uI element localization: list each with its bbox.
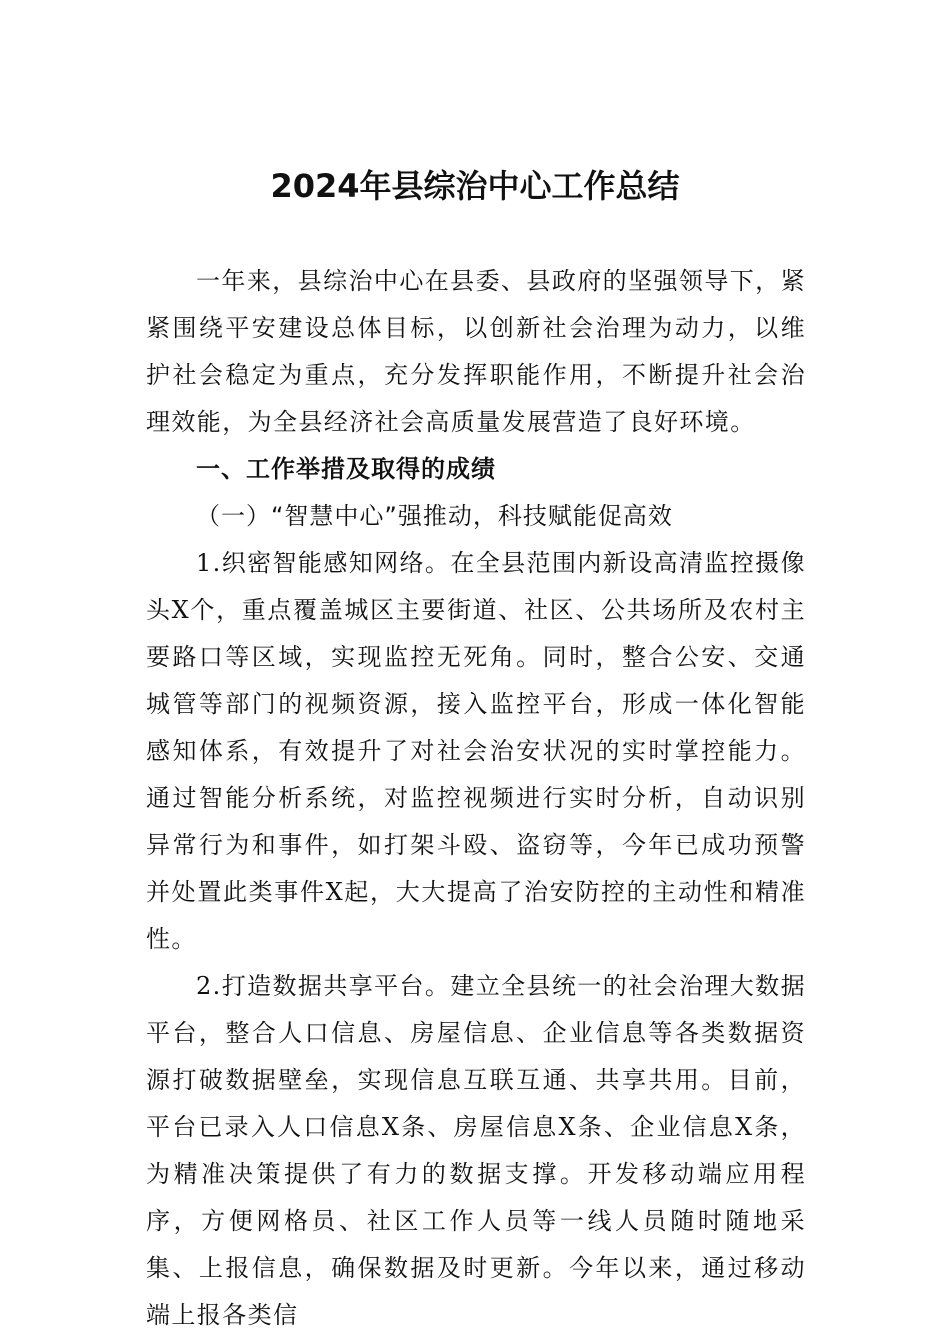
section-heading: 一、工作举措及取得的成绩 [196,455,496,483]
document-title: 2024年县综治中心工作总结 [270,167,680,205]
paragraph-item-1: 1.织密智能感知网络。在全县范围内新设高清监控摄像头X个，重点覆盖城区主要街道、社区、公共场所及农村主要路口等区域，实现监控无死角。同时，整合公安、交通城管等部门的视频资源，接入监控平台，形成一体化智能感知体系，有效提升了对社会治安状况的实时掌控能力。通过智能分析系统，对监控视频进行实时分析，自动识别异常行为和事件，如打架斗殴、盗窃等，今年已成功预警并处置此类事件X起，大大提高了治安防控的主动性和精准性。 [146,549,806,953]
document-body [146,258,806,1339]
intro-paragraph: 一年来，县综治中心在县委、县政府的坚强领导下，紧紧围绕平安建设总体目标，以创新社会治理为动力，以维护社会稳定为重点，充分发挥职能作用，不断提升社会治理效能，为全县经济社会高质量发展营造了良好环境。 [146,267,806,436]
subsection-heading: （一）“智慧中心”强推动，科技赋能促高效 [196,502,673,530]
paragraph-item-2: 2.打造数据共享平台。建立全县统一的社会治理大数据平台，整合人口信息、房屋信息、企业信息等各类数据资源打破数据壁垒，实现信息互联互通、共享共用。目前，平台已录入人口信息X条、房屋信息X条、企业信息X条，为精准决策提供了有力的数据支撑。开发移动端应用程序，方便网格员、社区工作人员等一线人员随时随地采集、上报信息，确保数据及时更新。今年以来，通过移动端上报各类信 [146,972,806,1329]
